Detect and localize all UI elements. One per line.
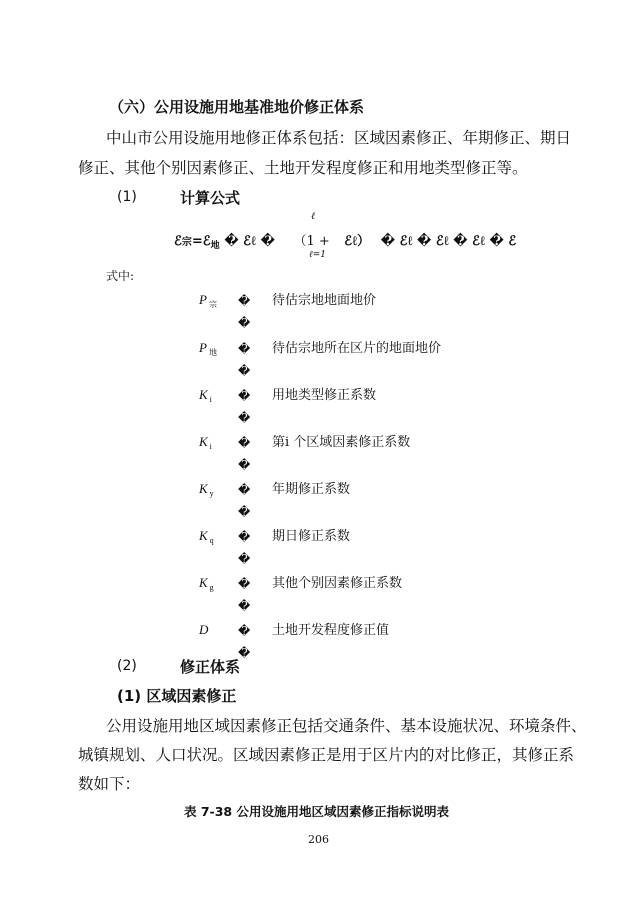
formula-lhs: ℰ宗=ℰ$_地$ [174, 234, 220, 251]
definition-description: 待估宗地所在区片的地面地价 [272, 341, 442, 356]
where-label: 式中: [106, 269, 135, 283]
intro-line-2: 修正、其他个别因素修正、土地开发程度修正和用地类型修正等。 [78, 159, 528, 177]
definition-separator-glyph: � [238, 624, 251, 638]
page-number: 206 [308, 833, 329, 846]
subheading-3: (1) 区域因素修正 [117, 687, 237, 705]
definition-separator-glyph: � [238, 411, 251, 425]
definition-separator-glyph: � [238, 505, 251, 519]
formula-paren: （1 + [293, 234, 330, 249]
definition-separator-glyph: � [238, 646, 251, 660]
definition-variable: K $_i$ [199, 387, 212, 404]
table-caption: 表 7-38 公用设施用地区域因素修正指标说明表 [184, 804, 449, 819]
para2-line-2: 城镇规划、人口状况。区域因素修正是用于区片内的对比修正，其修正系 [78, 746, 575, 764]
subheading-2-number: (2) [117, 658, 137, 674]
definition-description: 土地开发程度修正值 [272, 623, 390, 638]
definition-separator-glyph: � [238, 530, 251, 544]
subheading-1-number: (1) [117, 189, 137, 205]
definition-separator-glyph: � [238, 458, 251, 472]
para2-line-1: 公用设施用地区域因素修正包括交通条件、基本设施状况、环境条件、 [106, 717, 587, 735]
definition-separator-glyph: � [238, 316, 251, 330]
definition-variable: P $_地$ [199, 340, 217, 357]
definition-separator-glyph: � [238, 364, 251, 378]
definition-separator-glyph: � [238, 577, 251, 591]
definition-description: 年期修正系数 [272, 482, 351, 497]
subheading-1-title: 计算公式 [180, 189, 241, 207]
definition-separator-glyph: � [238, 389, 251, 403]
definition-separator-glyph: � [238, 342, 251, 356]
definition-separator-glyph: � [238, 436, 251, 450]
definition-description: 第i 个区域因素修正系数 [272, 435, 411, 450]
definition-variable: P $_宗$ [199, 292, 217, 309]
formula-line [174, 230, 516, 249]
formula-sum-top: ℓ [311, 211, 316, 222]
formula-sum-term: ℰℓ） [344, 234, 371, 249]
definition-variable: K $_g$ [199, 575, 214, 592]
definition-separator-glyph: � [238, 599, 251, 613]
formula-tail: � ℰℓ � ℰℓ � ℰℓ � ℰ [380, 234, 517, 249]
definition-separator-glyph: � [238, 294, 251, 308]
definition-variable: K $_y$ [199, 481, 214, 498]
definition-description: 其他个别因素修正系数 [272, 576, 403, 591]
formula-sum-bottom: ℓ=1 [309, 250, 327, 260]
definition-variable: K $_i$ [199, 434, 212, 451]
formula-mid: � ℰℓ � [224, 234, 275, 249]
definition-separator-glyph: � [238, 483, 251, 497]
definition-description: 待估宗地地面地价 [272, 293, 377, 308]
para2-line-3: 数如下： [78, 775, 141, 793]
subheading-2-title: 修正体系 [180, 658, 241, 676]
intro-line-1: 中山市公用设施用地修正体系包括：区域因素修正、年期修正、期日 [106, 129, 572, 147]
definition-variable: K $_q$ [199, 528, 214, 545]
definition-description: 用地类型修正系数 [272, 388, 377, 403]
section-heading: （六）公用设施用地基准地价修正体系 [109, 98, 365, 116]
definition-variable: D [199, 622, 209, 637]
definition-separator-glyph: � [238, 552, 251, 566]
definition-description: 期日修正系数 [272, 529, 351, 544]
